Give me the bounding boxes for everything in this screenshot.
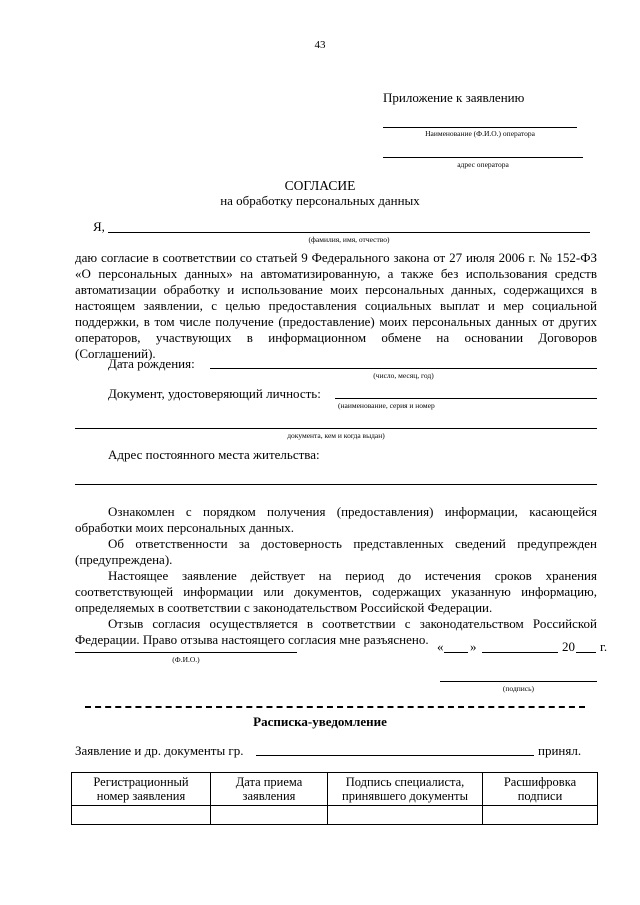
date-close-quote: » [470, 639, 477, 654]
operator-address-caption: адрес оператора [457, 160, 509, 169]
consent-line: поддержки, в том числе получение (предоставление) моих персональных данных от других [75, 314, 597, 329]
consent-line: «О персональных данных» на автоматизированную, а также без использования средств [75, 266, 597, 281]
identity-caption-1: (наименование, серия и номер [338, 401, 435, 410]
document-title: СОГЛАСИЕ [284, 178, 356, 193]
consent-line: автоматизации обработку и использование моих персональных данных, содержащихся в [75, 282, 597, 297]
date-year-line[interactable] [576, 652, 596, 653]
receipt-applicant-label: Заявление и др. документы гр. [75, 743, 244, 758]
consent-line: настоящем заявлении, с целью предоставления социальных выплат и мер социальной [75, 298, 597, 313]
address-label: Адрес постоянного места жительства: [108, 447, 320, 462]
ack-line: обработки моих персональных данных. [75, 520, 294, 535]
fio-line[interactable] [108, 232, 590, 233]
identity-line-2[interactable] [75, 428, 597, 429]
page-number: 43 [314, 39, 326, 51]
table-header-signature-decode [483, 773, 598, 806]
validity-line: определяемых в соответствии с законодательством Российской Федерации. [75, 600, 493, 615]
receipt-applicant-line[interactable] [256, 755, 534, 756]
table-cell-signature-decode[interactable] [483, 806, 598, 825]
signature-caption: (подпись) [502, 684, 535, 693]
table-cell-date[interactable] [211, 806, 328, 825]
date-open-quote: « [437, 639, 444, 654]
cut-line [85, 706, 585, 708]
identity-label: Документ, удостоверяющий личность: [108, 386, 321, 401]
table-cell-reg-number[interactable] [72, 806, 211, 825]
table-header-date [211, 773, 328, 806]
table-cell-specialist-signature[interactable] [328, 806, 483, 825]
table-header-specialist-signature [328, 773, 483, 806]
receipt-accepted-label: принял. [538, 743, 582, 758]
address-line[interactable] [75, 484, 597, 485]
revoke-line: Отзыв согласия осуществляется в соответствии с законодательством Российской [108, 616, 597, 631]
resp-line: Об ответственности за достоверность представленных сведений предупрежден [108, 536, 597, 551]
table-header-reg-number [72, 773, 211, 806]
header-text: подписи [517, 789, 563, 803]
birth-date-line[interactable] [210, 368, 597, 369]
consent-line: операторов, участвующих в информационном обмене на основании Договоров [75, 330, 597, 345]
date-month-line[interactable] [482, 652, 558, 653]
fio-caption: (фамилия, имя, отчество) [308, 235, 390, 244]
identity-line-1[interactable] [335, 398, 597, 399]
header-text: заявления [242, 789, 296, 803]
consent-line: (Соглашений). [75, 346, 156, 361]
year-prefix: 20 [562, 639, 575, 654]
document-subtitle: на обработку персональных данных [220, 193, 420, 208]
header-text: Дата приема [235, 775, 303, 789]
validity-line: соответствующей информации или документов, содержащих указанную информацию, [75, 584, 597, 599]
signature-line[interactable] [440, 681, 597, 682]
header-text: номер заявления [96, 789, 186, 803]
operator-name-caption: Наименование (Ф.И.О.) оператора [425, 129, 535, 138]
operator-name-line[interactable] [383, 127, 577, 128]
identity-caption-2: документа, кем и когда выдан) [287, 431, 385, 440]
table-row [72, 806, 598, 825]
birth-date-label: Дата рождения: [108, 356, 195, 371]
consent-line: даю согласие в соответствии со статьей 9 Федерального закона от 27 июля 2006 г. № 152-ФЗ [75, 250, 597, 265]
attachment-title: Приложение к заявлению [383, 90, 525, 105]
header-text: Расшифровка [503, 775, 577, 789]
header-text: принявшего документы [342, 789, 468, 803]
receipt-table [71, 772, 598, 825]
validity-line: Настоящее заявление действует на период до истечения сроков хранения [108, 568, 597, 583]
revoke-line: Федерации. Право отзыва настоящего согласия мне разъяснено. [75, 632, 429, 647]
signature-fio-line[interactable] [75, 652, 297, 653]
year-suffix: г. [600, 639, 608, 654]
date-day-line[interactable] [444, 652, 468, 653]
header-text: Регистрационный [93, 775, 189, 789]
signature-fio-caption: (Ф.И.О.) [172, 655, 200, 664]
ack-line: Ознакомлен с порядком получения (предоставления) информации, касающейся [108, 504, 597, 519]
header-text: Подпись специалиста, [345, 775, 465, 789]
receipt-title: Расписка-уведомление [253, 714, 387, 729]
birth-date-caption: (число, месяц, год) [373, 371, 434, 380]
resp-line: (предупреждена). [75, 552, 173, 567]
operator-address-line[interactable] [383, 157, 583, 158]
ya-label: Я, [93, 219, 105, 234]
